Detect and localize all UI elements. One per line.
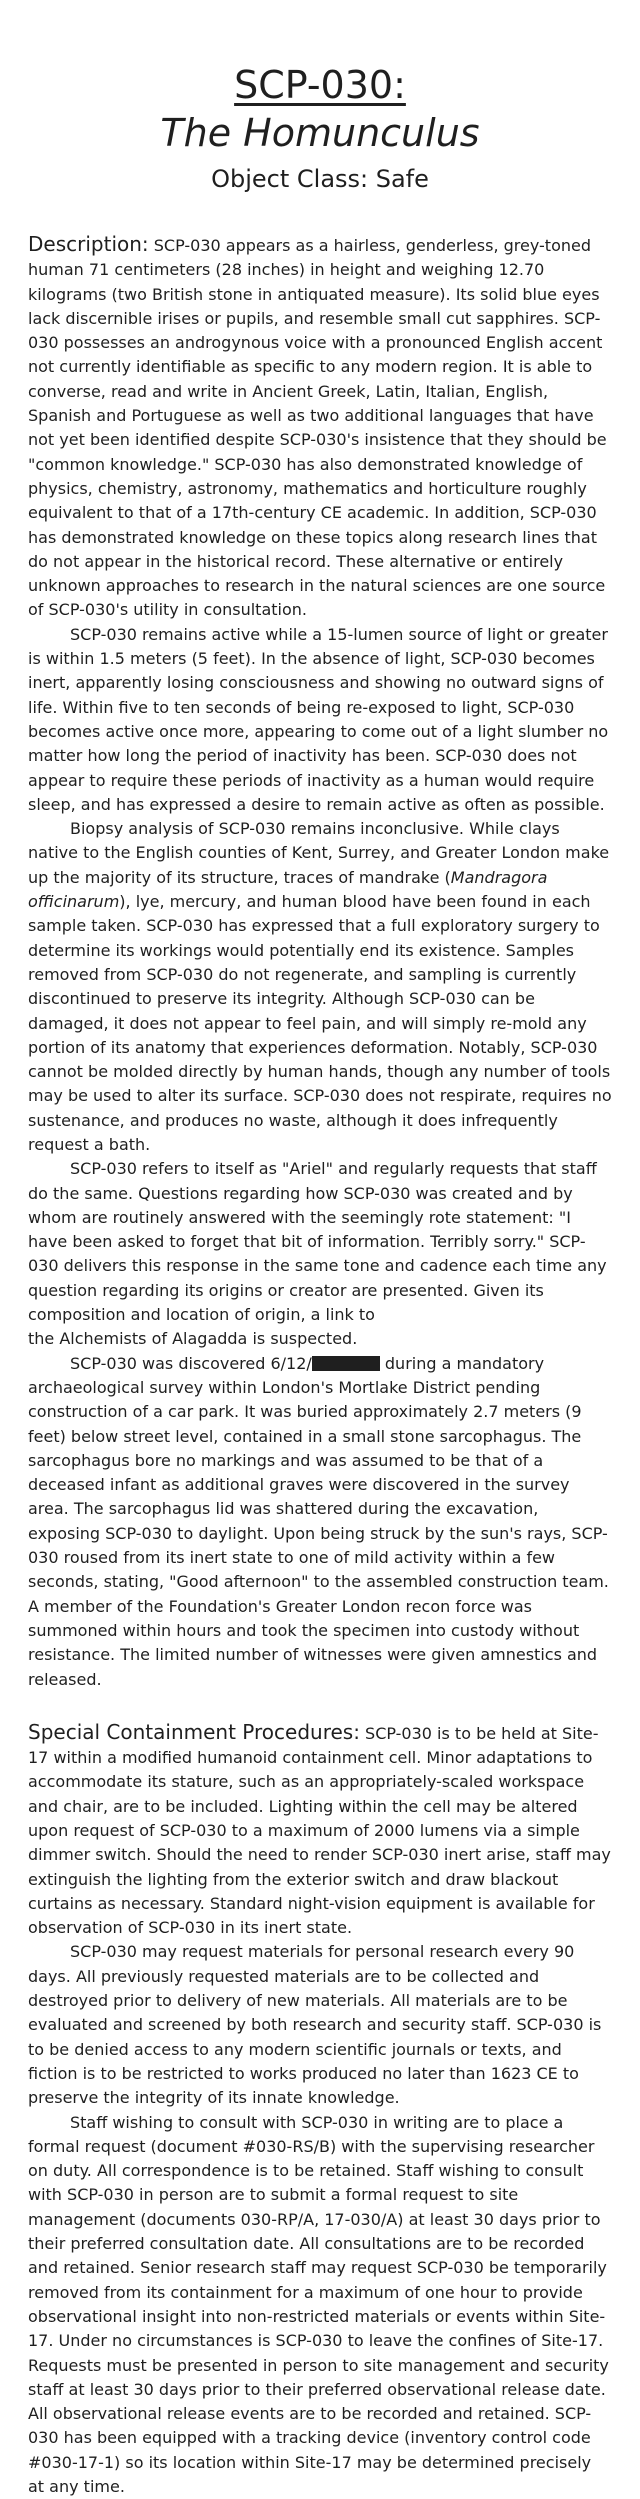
species-name: Mandragora officinarum	[28, 867, 548, 912]
paragraph-text: SCP-030 refers to itself as "Ariel" and regularly requests that staff do the same. Questions regarding how SCP-030 was created and by whom are routinely answered with the seemingly rote statement: "I have been asked to forget that bit of information. Terribly sorry." SCP-030 delivers this response in the same tone and cadence each time any question regarding its origins or creator are presented. Given its composition and location of origin, a link to	[28, 1159, 607, 1325]
containment-label: Special Containment Procedures:	[28, 1719, 360, 1744]
description-paragraph	[28, 232, 612, 623]
paragraph-text: SCP-030 was discovered 6/12/	[70, 1353, 312, 1373]
description-paragraph: SCP-030 remains active while a 15-lumen source of light or greater is within 1.5 meters (5 feet). In the absence of light, SCP-030 becomes inert, apparently losing consciousness and showing no outward signs of life. Within five to ten seconds of being re-exposed to light, SCP-030 becomes active once more, appearing to come out of a light slumber no matter how long the period of inactivity has been. SCP-030 does not appear to require these periods of inactivity as a human would require sleep, and has expressed a desire to remain active as often as possible.	[28, 624, 609, 814]
paragraph-text: the Alchemists of Alagadda is suspected.	[28, 1329, 358, 1349]
document-header	[28, 62, 612, 196]
containment-paragraph: SCP-030 may request materials for personal research every 90 days. All previously requested materials are to be collected and destroyed prior to delivery of new materials. All materials are to be evaluated and screened by both research and security staff. SCP-030 is to be denied access to any modern scientific journals or texts, and fiction is to be restricted to works produced no later than 1623 CE to preserve the integrity of its innate knowledge.	[28, 1942, 602, 2108]
description-paragraph	[28, 1352, 612, 1692]
containment-section	[28, 1720, 612, 2499]
paragraph-text: ), lye, mercury, and human blood have been found in each sample taken. SCP-030 has expressed that a full exploratory surgery to determine its workings would potentially end its existence. Samples removed from SCP-030 do not regenerate, and sampling is currently discontinued to preserve its integrity. Although SCP-030 can be damaged, it does not appear to feel pain, and will simply re-mold any portion of its anatomy that experiences deformation. Notably, SCP-030 cannot be molded directly by human hands, though any number of tools may be used to alter its surface. SCP-030 does not respirate, requires no sustenance, and produces no waste, although it does infrequently request a bath.	[28, 892, 612, 1154]
page-subtitle: The Homunculus	[160, 111, 480, 155]
page-title: SCP-030:	[234, 63, 406, 107]
description-section	[28, 232, 612, 1692]
containment-paragraph: Staff wishing to consult with SCP-030 in writing are to place a formal request (document #030-RS/B) with the supervising researcher on duty. All correspondence is to be retained. Staff wishing to consult with SCP-030 in person are to submit a formal request to site management (documents 030-RP/A, 17-030/A) at least 30 days prior to their preferred consultation date. All consultations are to be recorded and retained. Senior research staff may request SCP-030 be temporarily removed from its containment for a maximum of one hour to provide observational insight into non-restricted materials or events within Site-17. Under no circumstances is SCP-030 to leave the confines of Site-17. Requests must be presented in person to site management and security staff at least 30 days prior to their preferred observational release date. All observational release events are to be recorded and retained. SCP-030 has been equipped with a tracking device (inventory control code #030-17-1) so its location within Site-17 may be determined precisely at any time.	[28, 2112, 609, 2497]
object-class-label: Object Class: Safe	[211, 165, 429, 193]
redaction-bar	[312, 1356, 380, 1371]
description-text: SCP-030 appears as a hairless, genderless, grey-toned human 71 centimeters (28 inches) in height and weighing 12.70 kilograms (two British stone in antiquated measure). Its solid blue eyes lack discernible irises or pupils, and resemble small cut sapphires. SCP-030 possesses an androgynous voice with a pronounced English accent not currently identifiable as specific to any modern region. It is able to converse, read and write in Ancient Greek, Latin, Italian, English, Spanish and Portuguese as well as two additional languages that have not yet been identified despite SCP-030's insistence that they should be "common knowledge." SCP-030 has also demonstrated knowledge of physics, chemistry, astronomy, mathematics and horticulture roughly equivalent to that of a 17th-century CE academic. In addition, SCP-030 has demonstrated knowledge on these topics along research lines that do not appear in the historical record. These alternative or entirely unknown approaches to research in the natural sciences are one source of SCP-030's utility in consultation.	[28, 236, 607, 620]
paragraph-text: during a mandatory archaeological survey within London's Mortlake District pending construction of a car park. It was buried approximately 2.7 meters (9 feet) below street level, contained in a small stone sarcophagus. The sarcophagus bore no markings and was assumed to be that of a deceased infant as additional graves were discovered in the survey area. The sarcophagus lid was shattered during the excavation, exposing SCP-030 to daylight. Upon being struck by the sun's rays, SCP-030 roused from its inert state to one of mild activity within a few seconds, stating, "Good afternoon" to the assembled construction team. A member of the Foundation's Greater London recon force was summoned within hours and took the specimen into custody without resistance. The limited number of witnesses were given amnestics and released.	[28, 1353, 609, 1689]
description-paragraph	[28, 1157, 612, 1351]
description-label: Description:	[28, 232, 149, 256]
containment-paragraph	[28, 1720, 612, 1941]
paragraph-text: Biopsy analysis of SCP-030 remains inconclusive. While clays native to the English counties of Kent, Surrey, and Greater London make up the majority of its structure, traces of mandrake (	[28, 819, 610, 887]
containment-text: SCP-030 is to be held at Site-17 within a modified humanoid containment cell. Minor adaptations to accommodate its stature, such as an appropriately-scaled workspace and chair, are to be included. Lighting within the cell may be altered upon request of SCP-030 to a maximum of 2000 lumens via a simple dimmer switch. Should the need to render SCP-030 inert arise, staff may extinguish the lighting from the exterior switch and draw blackout curtains as necessary. Standard night-vision equipment is available for observation of SCP-030 in its inert state.	[28, 1723, 611, 1938]
description-paragraph	[28, 817, 612, 1157]
